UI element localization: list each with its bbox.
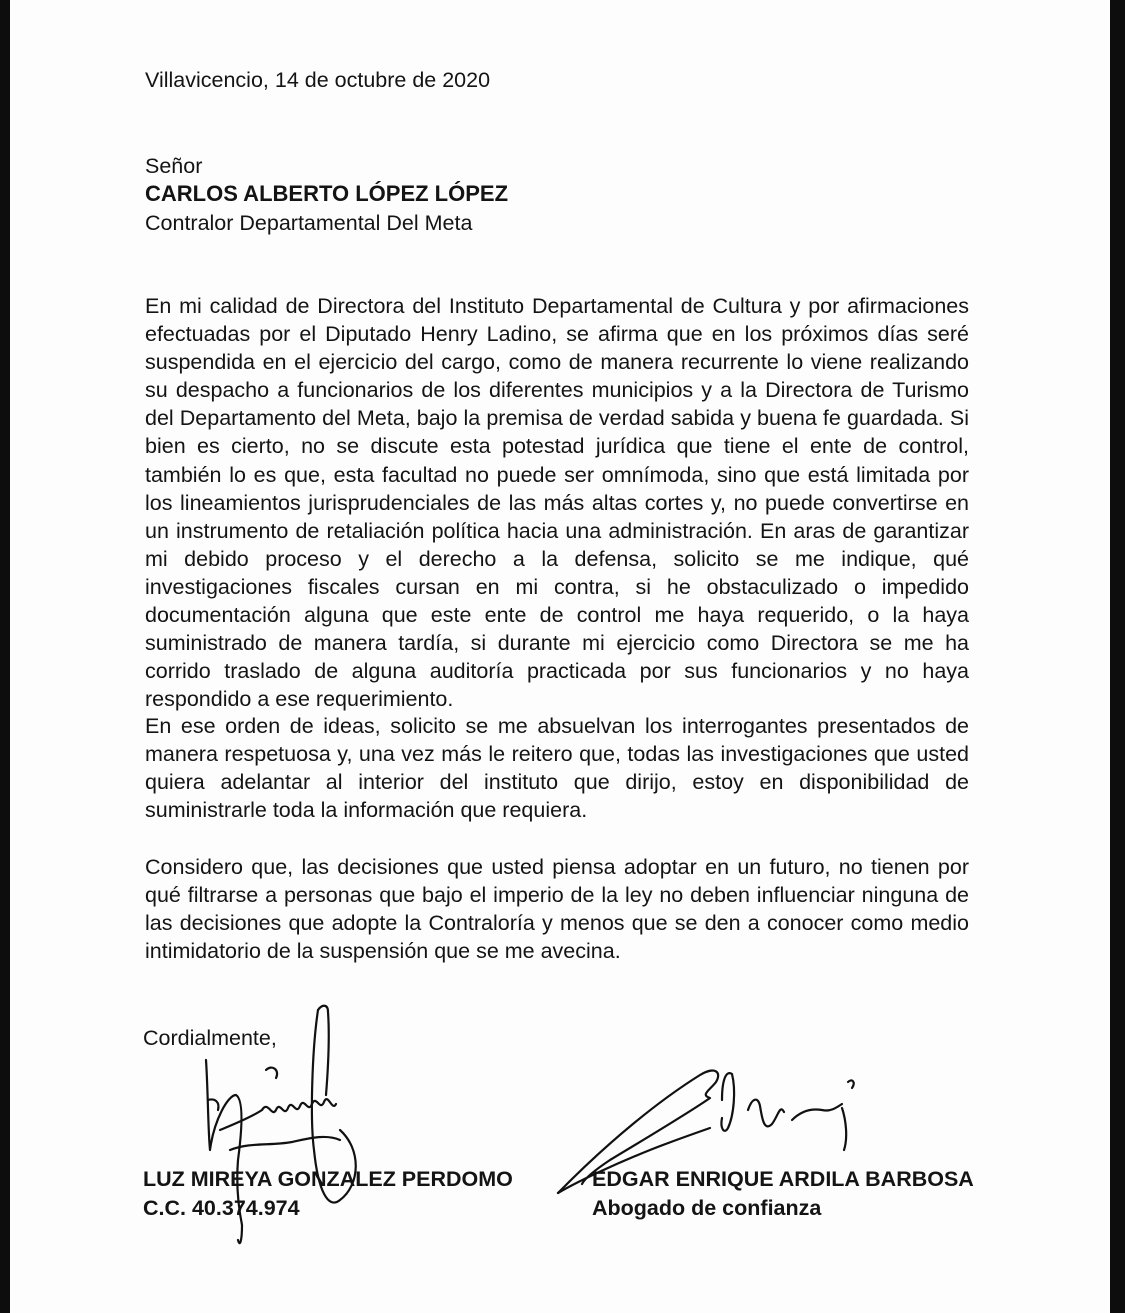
date-line: Villavicencio, 14 de octubre de 2020 [145, 68, 491, 92]
letter-page [10, 0, 1110, 1313]
signatory-2-title: Abogado de confianza [592, 1196, 822, 1220]
addressee-title: Contralor Departamental Del Meta [145, 211, 473, 235]
signatory-1-id: C.C. 40.374.974 [143, 1196, 300, 1220]
signatory-2-name: EDGAR ENRIQUE ARDILA BARBOSA [592, 1167, 974, 1191]
body-paragraph-2: En ese orden de ideas, solicito se me absuelvan los interrogantes presentados de manera respetuosa y, una vez más le reitero que, todas las investigaciones que usted quiera adelantar al interior del instituto que dirijo, estoy en disponibilidad de suministrarle toda la información que requiera. [145, 714, 969, 823]
body-paragraph-3: Considero que, las decisiones que usted piensa adoptar en un futuro, no tienen por qué filtrarse a personas que bajo el imperio de la ley no deben influenciar ninguna de las decisiones que adopte la Contraloría y menos que se den a conocer como medio intimidatorio de la suspensión que se me avecina. [145, 855, 969, 964]
scan-edge-left [0, 0, 10, 1313]
scan-edge-right [1110, 0, 1125, 1313]
body-paragraph-1: En mi calidad de Directora del Instituto Departamental de Cultura y por afirmaciones efectuadas por el Diputado Henry Ladino, se afirma que en los próximos días seré suspendida en el ejercicio del cargo, como de manera recurrente lo viene realizando su despacho a funcionarios de los diferentes municipios y a la Directora de Turismo del Departamento del Meta, bajo la premisa de verdad sabida y buena fe guardada. Si bien es cierto, no se discute esta potestad jurídica que tiene el ente de control, también lo es que, esta facultad no puede ser omnímoda, sino que está limitada por los lineamientos jurisprudenciales de las más altas cortes y, no puede convertirse en un instrumento de retaliación política hacia una administración. En aras de garantizar mi debido proceso y el derecho a la defensa, solicito se me indique, qué investigaciones fiscales cursan en mi contra, si he obstaculizado o impedido documentación alguna que este ente de control me haya requerido, o la haya suministrado de manera tardía, si durante mi ejercicio como Directora se me ha corrido traslado de alguna auditoría practicada por sus funcionarios y no haya respondido a ese requerimiento. [145, 294, 969, 712]
signatory-1-name: LUZ MIREYA GONZALEZ PERDOMO [143, 1167, 513, 1191]
salutation: Señor [145, 154, 203, 178]
closing: Cordialmente, [143, 1026, 277, 1050]
addressee-name: CARLOS ALBERTO LÓPEZ LÓPEZ [145, 181, 509, 206]
